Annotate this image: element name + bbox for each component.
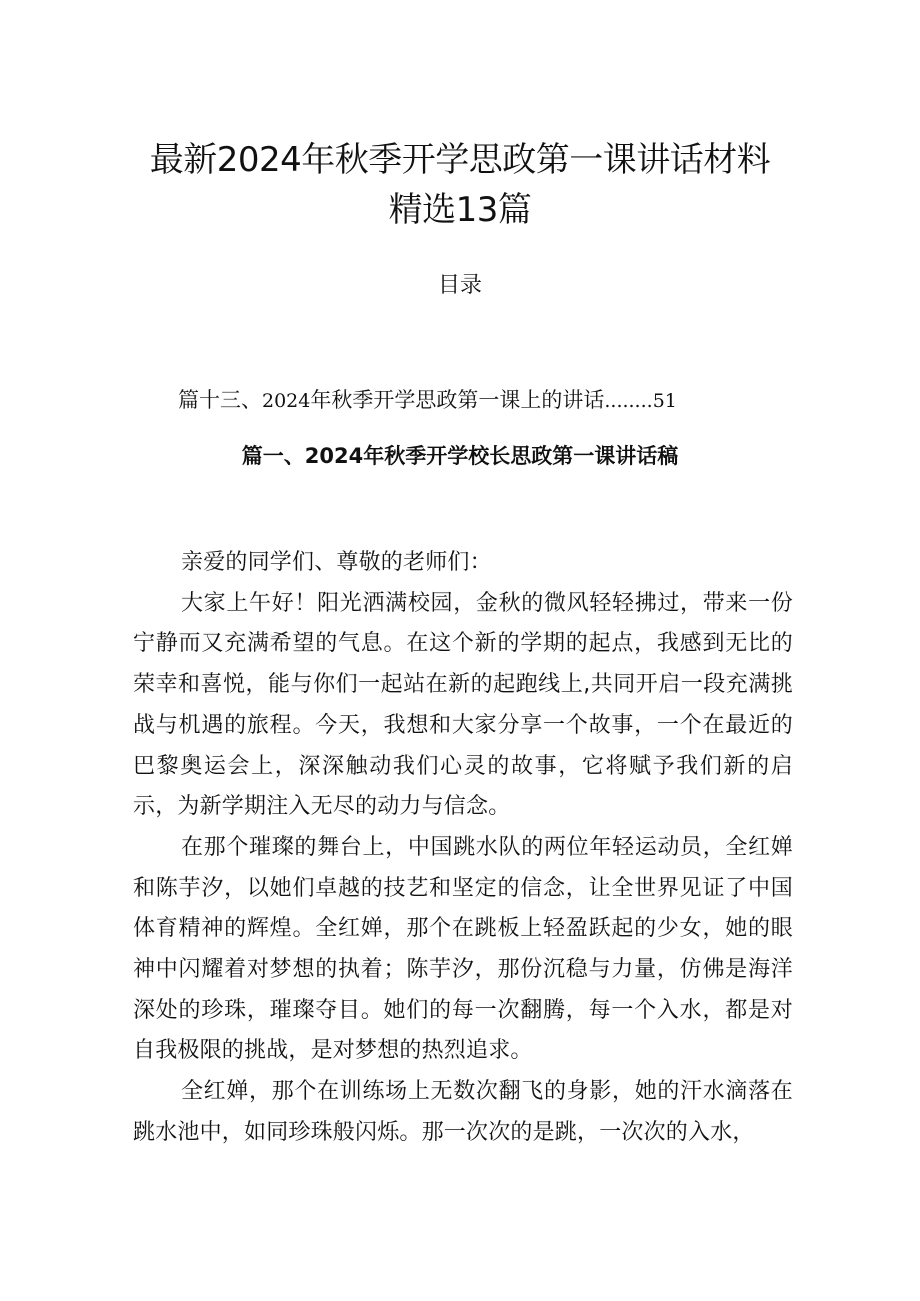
toc-heading: 目录 [437, 273, 482, 298]
document-body [133, 543, 793, 1154]
body-paragraph: 全红婵，那个在训练场上无数次翻飞的身影，她的汗水滴落在跳水池中，如同珍珠般闪烁。那一次次的是跳，一次次的入水， [133, 1079, 793, 1145]
document-title-line-1: 最新2024年秋季开学思政第一课讲话材料 [149, 140, 771, 180]
document-title-line-2: 精选13篇 [388, 190, 532, 230]
body-paragraph: 大家上午好！阳光洒满校园，金秋的微风轻轻拂过，带来一份宁静而又充满希望的气息。在这个新的学期的起点，我感到无比的荣幸和喜悦，能与你们一起站在新的起跑线上,共同开启一段充满挑战与机遇的旅程。今天，我想和大家分享一个故事，一个在最近的巴黎奥运会上，深深触动我们心灵的故事，它将赋予我们新的启示，为新学期注入无尽的动力与信念。 [133, 590, 793, 820]
body-paragraph: 在那个璀璨的舞台上，中国跳水队的两位年轻运动员，全红婵和陈芋汐，以她们卓越的技艺和坚定的信念，让全世界见证了中国体育精神的辉煌。全红婵，那个在跳板上轻盈跃起的少女，她的眼神中闪耀着对梦想的执着；陈芋汐，那份沉稳与力量，仿佛是海洋深处的珍珠，璀璨夺目。她们的每一次翻腾，每一个入水，都是对自我极限的挑战，是对梦想的热烈追求。 [133, 834, 793, 1064]
toc-entry-leader: ........ [604, 390, 653, 412]
section-heading: 篇一、2024年秋季开学校长思政第一课讲话稿 [241, 444, 679, 468]
toc-entry-year: 2024 [262, 390, 311, 412]
greeting: 亲爱的同学们、尊敬的老师们： [181, 550, 492, 575]
toc-entry[interactable] [178, 384, 677, 417]
toc-entry-page-number: 51 [652, 390, 677, 412]
toc-entry-text: 年秋季开学思政第一课上的讲话 [310, 388, 605, 412]
toc-entry-label: 篇十三、 [178, 388, 262, 412]
